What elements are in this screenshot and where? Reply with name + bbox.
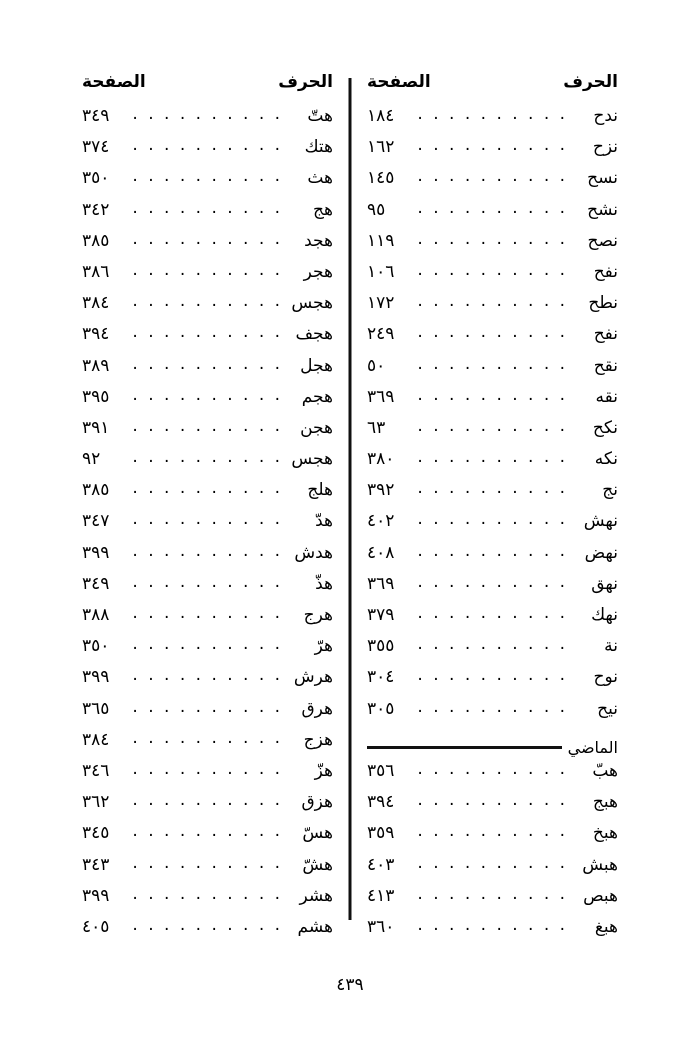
index-entry [82,760,333,794]
entry-word: نيح [597,698,618,719]
entry-word: هبخ [592,823,618,844]
index-entry [82,669,333,700]
entry-page: ٣٧٩ [367,605,395,625]
entry-word: نفح [593,261,618,282]
entry-leader-dots: . . . . . . . . . . [132,823,283,841]
entry-leader-dots: . . . . . . . . . . [132,480,283,498]
entry-word: هجن [300,417,333,438]
entry-leader-dots: . . . . . . . . . . [132,293,283,311]
entry-page: ١٤٥ [367,168,395,189]
entry-page: ٩٢ [82,449,101,470]
entry-leader-dots: . . . . . . . . . . [417,199,568,217]
index-entry [367,916,618,950]
index-entry [82,854,333,888]
column-left-entries [82,108,333,950]
index-entry [367,170,618,201]
entry-page: ٤١٣ [367,885,395,906]
index-entry [82,170,333,201]
entry-page: ٤٠٣ [367,854,395,875]
entry-page: ٢٤٩ [367,324,395,345]
entry-page: ٣٨٥ [82,480,110,501]
entry-word: هزّ [314,760,333,781]
entry-word: نصح [587,230,618,251]
column-left [78,72,333,950]
entry-page: ٣٤٢ [82,199,110,220]
index-entry [82,573,333,607]
entry-word: هج [313,199,333,220]
entry-word: نهض [584,542,618,563]
entry-word: نشح [587,199,618,220]
entry-leader-dots: . . . . . . . . . . [132,792,283,810]
entry-leader-dots: . . . . . . . . . . [417,698,568,716]
entry-word: هجس [291,293,333,314]
index-entry [82,295,333,326]
index-entry [82,825,333,856]
entry-page: ٣٥٥ [367,636,395,657]
index-entry [82,698,333,732]
index-entry [82,139,333,170]
index-entry [367,513,618,544]
entry-page: ٩٥ [367,199,386,220]
index-entry [82,794,333,825]
entry-word: نقح [593,355,618,376]
entry-word: هتّ [307,106,333,126]
entry-word: هبّ [592,760,618,781]
entry-word: نج [602,480,618,501]
entry-leader-dots: . . . . . . . . . . [132,511,283,529]
header-letter-label: الحرف [278,72,333,92]
index-entry [82,108,333,139]
index-entry [367,295,618,326]
entry-word: هبغ [594,916,618,937]
entry-page: ٣٨٠ [367,449,395,470]
entry-word: نكه [594,449,618,470]
entry-word: هبص [583,885,618,906]
entry-leader-dots: . . . . . . . . . . [132,542,283,560]
entry-page: ٣٩١ [82,417,110,438]
entry-page: ٣٩٤ [367,792,395,813]
entry-page: ١٠٦ [367,261,395,282]
entry-page: ٣٤٥ [82,823,110,844]
entry-leader-dots: . . . . . . . . . . [417,760,568,778]
entry-word: نهش [583,511,618,532]
index-entry [82,729,333,763]
index-entry [367,417,618,451]
index-entry [367,326,618,357]
entry-page: ٣٥٠ [82,168,110,189]
entry-leader-dots: . . . . . . . . . . [417,230,568,248]
header-letter-label: الحرف [563,72,618,92]
entry-word: نفح [593,324,618,345]
entry-leader-dots: . . . . . . . . . . [417,355,568,373]
entry-leader-dots: . . . . . . . . . . [417,573,568,591]
entry-word: هدش [294,542,333,563]
entry-leader-dots: . . . . . . . . . . [132,854,283,872]
entry-leader-dots: . . . . . . . . . . [417,667,568,685]
entry-page: ٣٧٤ [82,137,110,158]
entry-page: ٣٦٩ [367,573,395,594]
entry-leader-dots: . . . . . . . . . . [417,106,568,123]
entry-page: ٣٦٠ [367,916,395,937]
index-entry [367,825,618,856]
entry-word: هجس [291,449,333,470]
entry-word: هبج [592,792,618,813]
entry-page: ٣٤٦ [82,760,110,781]
entry-leader-dots: . . . . . . . . . . [132,230,283,248]
entry-leader-dots: . . . . . . . . . . [132,417,283,435]
index-entry [82,417,333,451]
entry-page: ١٧٢ [367,293,395,314]
entry-word: هشم [297,916,333,937]
entry-page: ٣٨٨ [82,605,110,625]
entry-leader-dots: . . . . . . . . . . [417,511,568,529]
index-entry [82,638,333,669]
index-entry [367,760,618,794]
entry-word: نوح [593,667,618,688]
header-page-label: الصفحة [82,72,146,92]
entry-leader-dots: . . . . . . . . . . [417,137,568,155]
entry-word: هتك [304,137,333,158]
entry-page: ٣٩٥ [82,386,110,407]
index-columns [78,72,622,952]
entry-leader-dots: . . . . . . . . . . [417,823,568,841]
index-entry [82,513,333,544]
section-rule-line [367,746,562,749]
entry-leader-dots: . . . . . . . . . . [132,324,283,342]
entry-word: نكح [592,417,618,438]
entry-page: ٣٩٤ [82,324,110,345]
entry-page: ٣٤٧ [82,511,110,532]
index-entry [367,261,618,295]
index-entry [82,916,333,950]
entry-word: هشّ [302,854,333,875]
entry-word: نة [604,636,618,657]
entry-leader-dots: . . . . . . . . . . [132,386,283,404]
entry-leader-dots: . . . . . . . . . . [132,449,283,467]
index-entry [367,698,618,732]
entry-leader-dots: . . . . . . . . . . [132,573,283,591]
entry-leader-dots: . . . . . . . . . . [417,605,568,622]
entry-page: ٣٨٩ [82,355,110,376]
entry-leader-dots: . . . . . . . . . . [417,636,568,654]
index-entry [367,794,618,825]
entry-word: هجم [301,386,333,407]
entry-word: هرّ [314,636,333,657]
entry-leader-dots: . . . . . . . . . . [417,854,568,872]
entry-word: هزج [303,729,333,750]
entry-word: هجد [304,230,333,251]
index-entry [82,261,333,295]
entry-page: ٣٩٢ [367,480,395,501]
entry-word: هرج [303,605,333,625]
entry-leader-dots: . . . . . . . . . . [417,324,568,342]
entry-word: هجر [303,261,333,282]
entry-word: هجف [295,324,333,345]
index-entry [82,355,333,389]
index-entry [82,542,333,576]
entry-page: ٣٤٣ [82,854,110,875]
index-entry [367,607,618,638]
index-entry [367,542,618,576]
section-label: الماضي [567,737,618,757]
entry-page: ١٦٢ [367,137,395,158]
header-page-label: الصفحة [367,72,431,92]
entry-word: هرق [301,698,333,719]
section-heading-rule [367,732,618,763]
entry-leader-dots: . . . . . . . . . . [417,916,568,934]
entry-word: هلج [307,480,333,501]
entry-page: ٣٥٠ [82,636,110,657]
entry-word: هرش [293,667,333,688]
index-entry [82,885,333,919]
entry-page: ٣٦٥ [82,698,110,719]
entry-page: ٣٩٩ [82,885,110,906]
entry-word: نقه [595,386,618,407]
column-left-header [82,72,333,92]
entry-word: هذّ [315,573,333,594]
entry-page: ٣٨٦ [82,261,110,282]
entry-leader-dots: . . . . . . . . . . [132,355,283,373]
entry-word: هبش [582,854,618,875]
entry-leader-dots: . . . . . . . . . . [132,168,283,186]
entry-page: ٤٠٢ [367,511,395,532]
index-entry [367,573,618,607]
entry-page: ٣٨٤ [82,729,110,750]
entry-word: هسّ [302,823,333,844]
index-entry [367,230,618,264]
entry-word: ندح [593,106,618,126]
entry-page: ٦٣ [367,417,386,438]
entry-word: هزق [301,792,333,813]
index-entry [367,386,618,420]
entry-leader-dots: . . . . . . . . . . [417,293,568,311]
entry-leader-dots: . . . . . . . . . . [417,261,568,279]
entry-word: نهق [591,573,618,594]
index-entry [82,386,333,420]
entry-word: نهك [591,605,618,625]
entry-leader-dots: . . . . . . . . . . [132,698,283,716]
entry-word: هجل [300,355,333,376]
column-right-header [367,72,618,92]
entry-leader-dots: . . . . . . . . . . [417,449,568,467]
entry-leader-dots: . . . . . . . . . . [132,916,283,934]
entry-page: ٣٩٩ [82,667,110,688]
index-entry [367,108,618,139]
entry-leader-dots: . . . . . . . . . . [417,792,568,810]
entry-leader-dots: . . . . . . . . . . [132,729,283,747]
entry-page: ٣٥٩ [367,823,395,844]
entry-page: ٣٦٢ [82,792,110,813]
page-number: ٤٣٩ [336,975,364,995]
entry-word: هث [307,168,333,189]
index-entry [82,607,333,638]
entry-page: ١٨٤ [367,106,395,126]
entry-page: ٤٠٥ [82,916,110,937]
entry-page: ٣٤٩ [82,573,110,594]
entry-leader-dots: . . . . . . . . . . [417,542,568,560]
index-entry [82,451,333,482]
entry-leader-dots: . . . . . . . . . . [417,885,568,903]
entry-word: هشر [299,885,333,906]
entry-page: ٣٨٤ [82,293,110,314]
entry-page: ٣٤٩ [82,106,110,126]
index-entry [367,885,618,919]
index-entry [82,230,333,264]
index-entry [367,638,618,669]
column-right [367,72,622,950]
entry-word: نزح [592,137,618,158]
entry-leader-dots: . . . . . . . . . . [417,168,568,186]
entry-leader-dots: . . . . . . . . . . [132,605,283,622]
entry-page: ٤٠٨ [367,542,395,563]
entry-leader-dots: . . . . . . . . . . [417,480,568,498]
entry-word: نسح [587,168,618,189]
index-entry [367,139,618,170]
index-entry [82,482,333,513]
index-entry [367,482,618,513]
entry-leader-dots: . . . . . . . . . . [132,667,283,685]
index-entry [367,669,618,700]
entry-leader-dots: . . . . . . . . . . [132,636,283,654]
entry-leader-dots: . . . . . . . . . . [132,137,283,155]
index-entry [367,355,618,389]
entry-page: ٣٥٦ [367,760,395,781]
entry-word: نطح [588,293,618,314]
entry-leader-dots: . . . . . . . . . . [132,106,283,123]
entry-page: ٣٩٩ [82,542,110,563]
entry-leader-dots: . . . . . . . . . . [417,417,568,435]
entry-page: ٣٨٥ [82,230,110,251]
entry-leader-dots: . . . . . . . . . . [132,199,283,217]
index-entry [367,854,618,888]
index-entry [82,326,333,357]
index-entry [367,199,618,233]
entry-word: هدّ [315,511,333,532]
entry-leader-dots: . . . . . . . . . . [132,885,283,903]
entry-page: ١١٩ [367,230,395,251]
entry-page: ٥٠ [367,355,386,376]
index-entry [82,199,333,233]
entry-page: ٣٠٤ [367,667,395,688]
entry-page: ٣٠٥ [367,698,395,719]
column-right-entries [367,108,618,732]
entry-page: ٣٦٩ [367,386,395,407]
entry-leader-dots: . . . . . . . . . . [132,261,283,279]
column-divider [349,78,352,920]
entry-leader-dots: . . . . . . . . . . [417,386,568,404]
index-entry [367,451,618,482]
column-right-entries-after-section [367,760,618,950]
entry-leader-dots: . . . . . . . . . . [132,760,283,778]
